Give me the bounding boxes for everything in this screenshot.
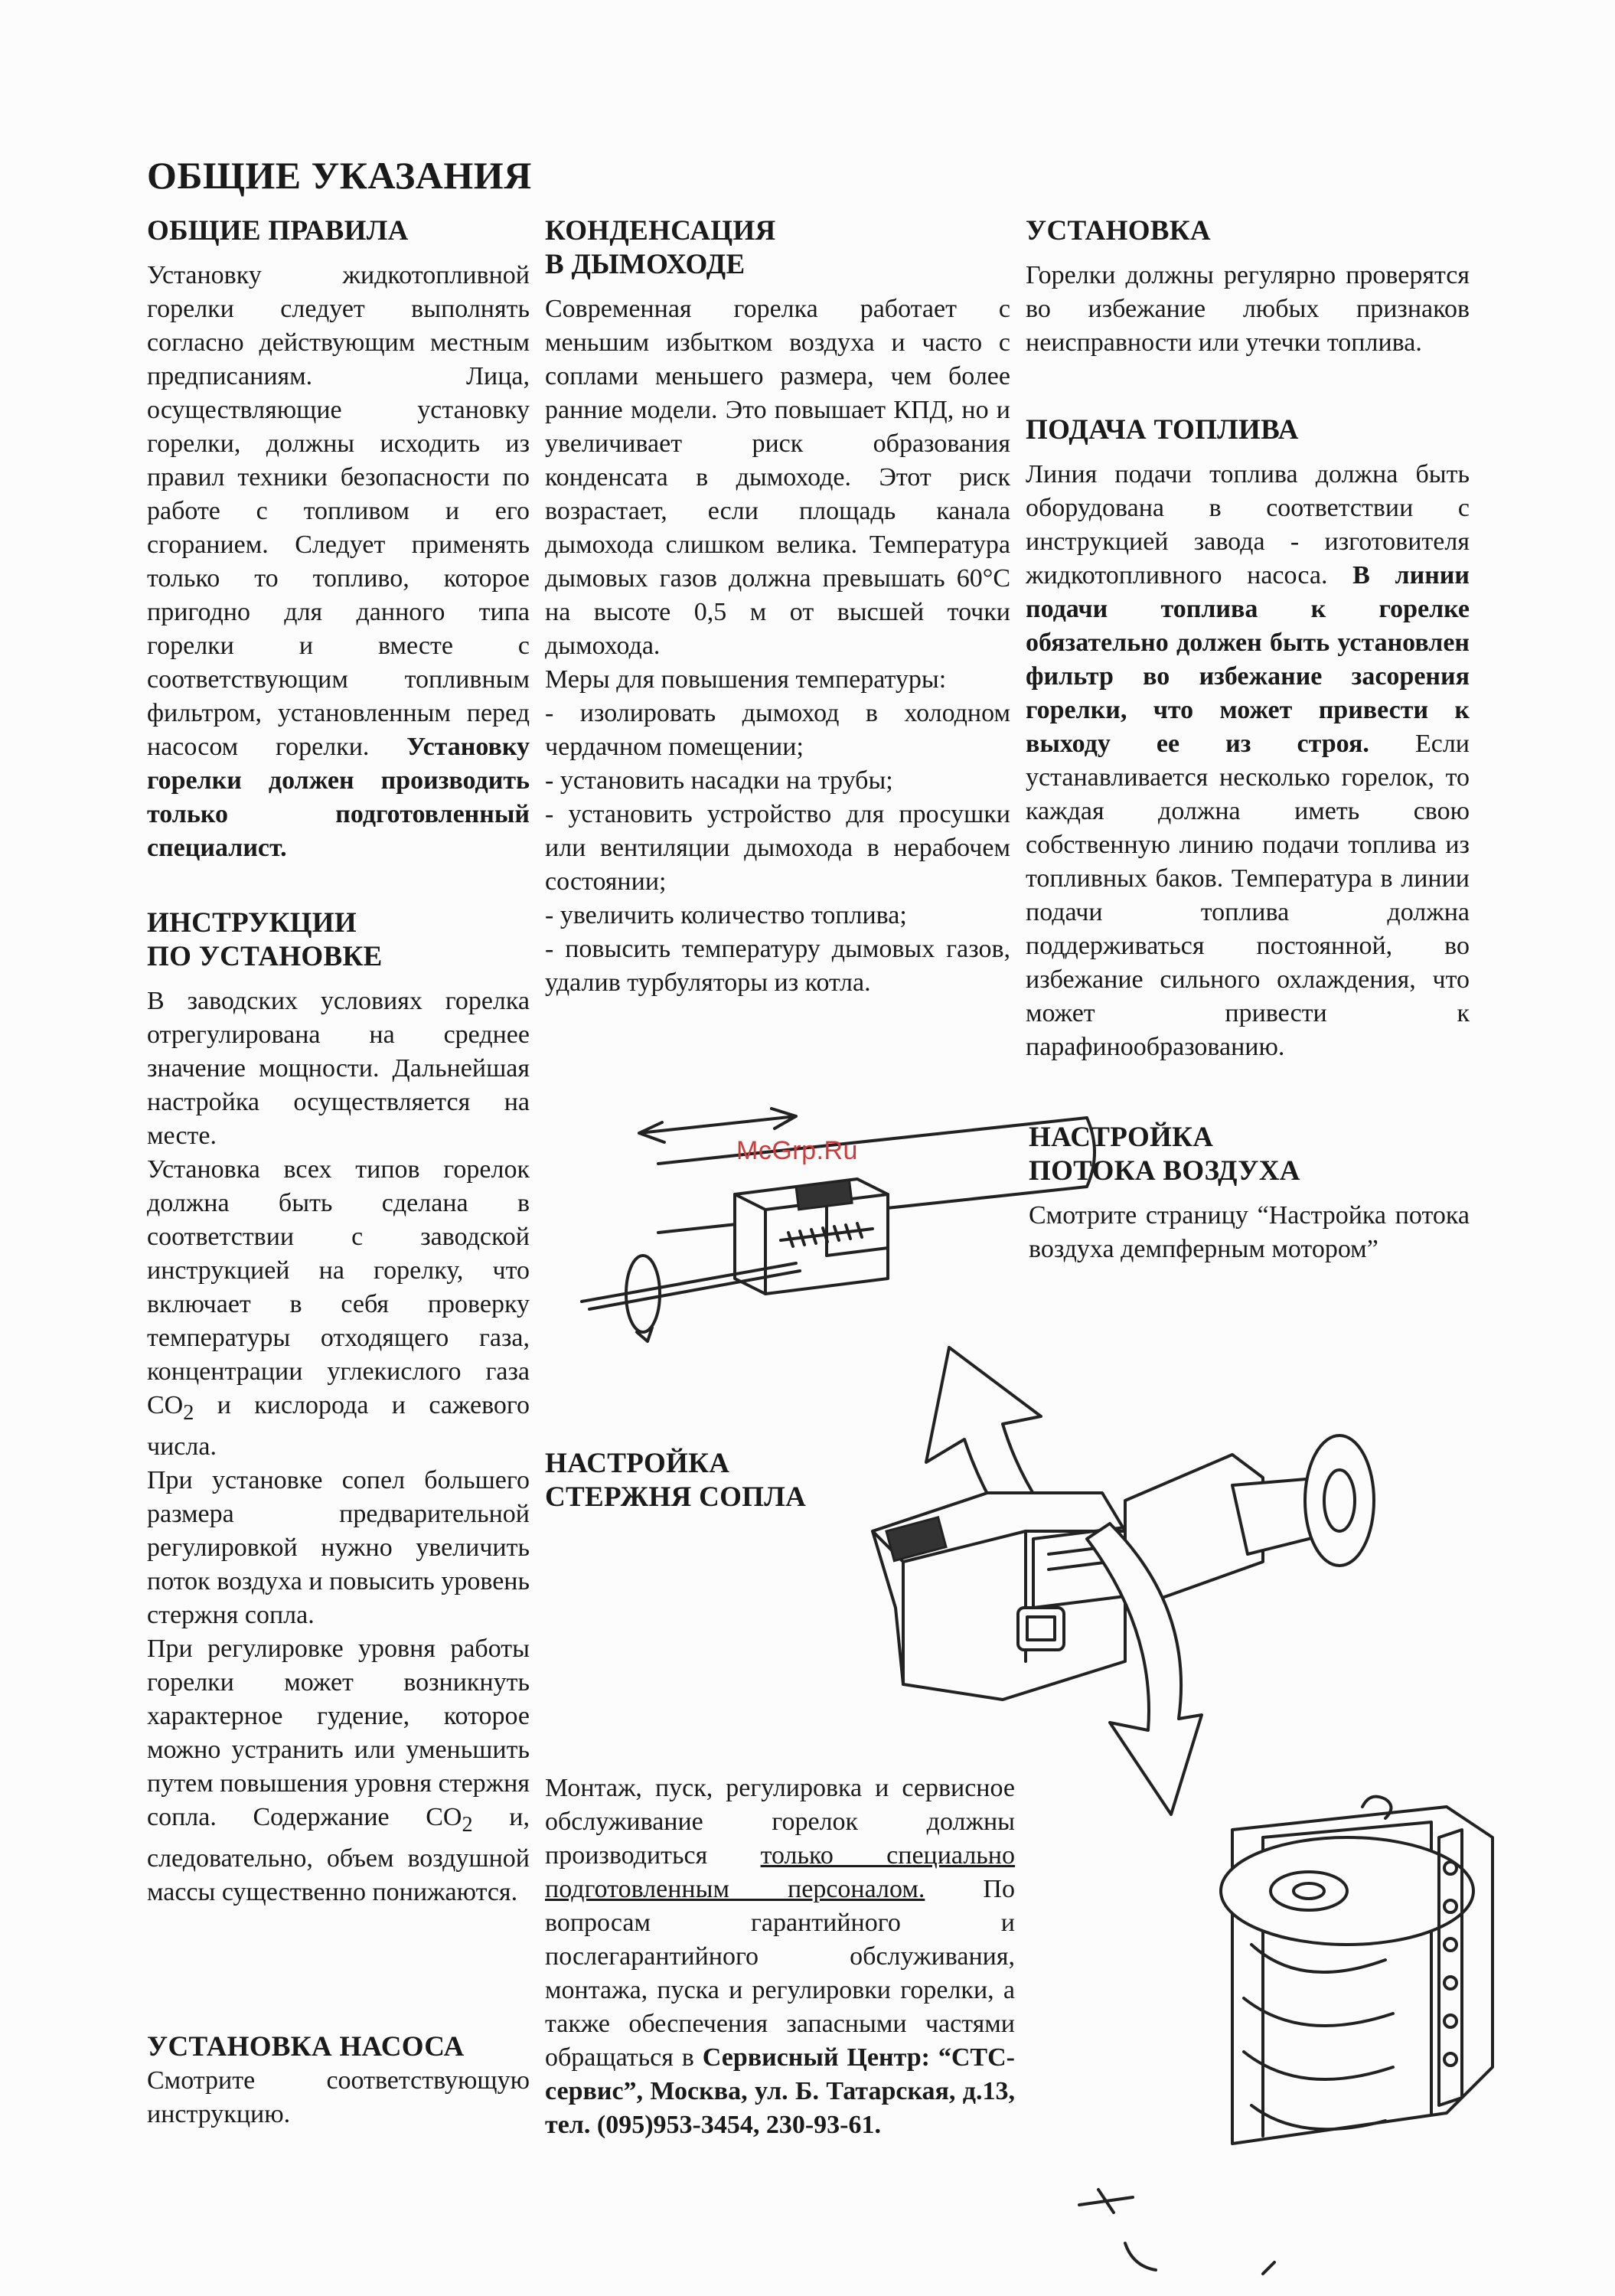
install-instructions-p3: При установке сопел большего размера предварительной регулировкой нужно увеличить поток воздуха и повысить уровень стержня сопла.	[147, 1465, 530, 1629]
service-text: Монтаж, пуск, регулировка и сервисное обслуживание горелок должны производиться только специально подготовленным персоналом. По вопросам гарантийного и послегарантийного обслуживания, монтажа, пуска и регулировки горелки, а также обеспечения запасными частями обращаться в Сервисный Центр: “СТС-сервис”, Москва, ул. Б. Татарская, д.13, тел. (095)953-3454, 230-93-61.	[545, 1774, 1015, 2139]
installation-heading: УСТАНОВКА	[1026, 215, 1211, 247]
pump-heading: УСТАНОВКА НАСОСА	[147, 2031, 465, 2062]
pump-text: Смотрите соответствующую инструкцию.	[147, 2066, 530, 2128]
service-underlined: только специально подготовленным персоналом.	[545, 1841, 1015, 1903]
install-instructions-section	[147, 906, 530, 1909]
installation-text: Горелки должны регулярно проверятся во избежание любых признаков неисправности или утечки топлива.	[1026, 261, 1470, 357]
service-center-bold: Сервисный Центр: “СТС-сервис”, Москва, ул. Б. Татарская, д.13, тел. (095)953-3454, 230-93-61.	[545, 2043, 1015, 2139]
condensation-item: - установить насадки на трубы;	[545, 766, 893, 795]
condensation-heading: КОНДЕНСАЦИЯ В ДЫМОХОДЕ	[545, 215, 776, 280]
pump-section	[147, 2030, 530, 2131]
condensation-item: - увеличить количество топлива;	[545, 901, 907, 929]
general-rules-text: Установку жидкотопливной горелки следует выполнять согласно действующим местным предписаниям. Лица, осуществляющие установку горелки, должны исходить из правил техники безопасности по работе с топливом и его сгоранием. Следует применять только то топливо, которое пригодно для данного типа горелки и вместе с соответствующим топливным фильтром, установленным перед насосом горелки. Установку горелки должен производить только подготовленный специалист.	[147, 261, 530, 862]
condensation-item: - установить устройство для просушки или вентиляции дымохода в нерабочем состоянии;	[545, 800, 1010, 896]
condensation-item: - изолировать дымоход в холодном чердачном помещении;	[545, 699, 1010, 761]
general-rules-heading: ОБЩИЕ ПРАВИЛА	[147, 215, 409, 247]
general-rules-bold: Установку горелки должен производить только подготовленный специалист.	[147, 733, 530, 862]
column-left	[147, 214, 530, 865]
watermark: McGrp.Ru	[736, 1136, 858, 1165]
fuel-supply-bold: В линии подачи топлива к горелке обязательно должен быть установлен фильтр во избежание засорения горелки, что может привести к выходу ее из строя.	[1026, 561, 1470, 758]
install-instructions-p1: В заводских условиях горелка отрегулирована на среднее значение мощности. Дальнейшая настройка осуществляется на месте.	[147, 987, 530, 1150]
condensation-item: - повысить температуру дымовых газов, удалив турбуляторы из котла.	[545, 935, 1010, 997]
condensation-section	[545, 214, 1010, 1000]
page-title: ОБЩИЕ УКАЗАНИЯ	[147, 154, 532, 197]
nozzle-rod-heading: НАСТРОЙКА СТЕРЖНЯ СОПЛА	[545, 1448, 807, 1513]
fuel-supply-heading: ПОДАЧА ТОПЛИВА	[1026, 414, 1299, 446]
fuel-supply-section	[1026, 413, 1470, 1064]
installation-section	[1026, 214, 1470, 360]
air-flow-heading: НАСТРОЙКА ПОТОКА ВОЗДУХА	[1029, 1122, 1300, 1187]
burner-illustration	[834, 1302, 1538, 2281]
install-instructions-p4: При регулировке уровня работы горелки может возникнуть характерное гудение, которое можно устранить или уменьшить путем повышения уровня стержня сопла. Содержание $CO_2$ и, следовательно, объем воздушной массы существенно понижаются.	[147, 1634, 530, 1906]
install-instructions-heading: ИНСТРУКЦИИ ПО УСТАНОВКЕ	[147, 907, 383, 972]
air-flow-text: Смотрите страницу “Настройка потока воздуха демпферным мотором”	[1029, 1201, 1470, 1263]
condensation-p1: Современная горелка работает с меньшим избытком воздуха и часто с соплами меньшего размера, чем более ранние модели. Это повышает КПД, но и увеличивает риск образования конденсата в дымоходе. Этот риск возрастает, если площадь канала дымохода слишком велика. Температура дымовых газов должна превышать 60°С на высоте 0,5 м от высшей точки дымохода.	[545, 295, 1010, 660]
condensation-p2: Меры для повышения температуры:	[545, 665, 947, 694]
fuel-supply-text: Линия подачи топлива должна быть оборудована в соответствии с инструкцией завода - изготовителя жидкотопливного насоса. В линии подачи топлива к горелке обязательно должен быть установлен фильтр во избежание засорения горелки, что может привести к выходу ее из строя. Если устанавливается несколько горелок, то каждая должна иметь свою собственную линию подачи топлива из топливных баков. Температура в линии подачи топлива должна поддерживаться постоянной, во избежание сильного охлаждения, что может привести к парафинообразованию.	[1026, 460, 1470, 1061]
nozzle-rod-section	[545, 1447, 866, 1514]
install-instructions-p2: Установка всех типов горелок должна быть сделана в соответствии с заводской инструкцией на горелку, что включает в себя проверку температуры отходящего газа, концентрации углекислого газа $CO_2$ и кислорода и сажевого числа.	[147, 1155, 530, 1461]
